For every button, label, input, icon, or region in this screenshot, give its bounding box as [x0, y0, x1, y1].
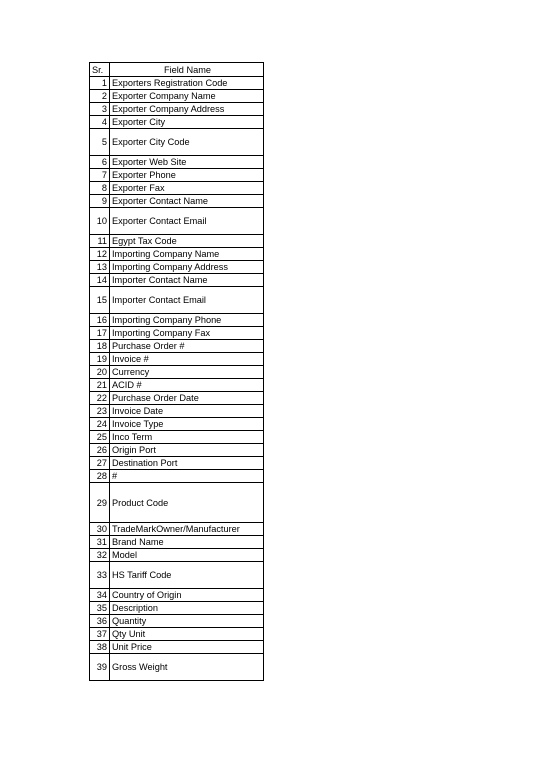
row-field-name: Exporters Registration Code	[110, 77, 264, 90]
row-serial-number: 16	[90, 314, 110, 327]
row-field-name: #	[110, 470, 264, 483]
header-sr: Sr.	[90, 63, 110, 77]
row-serial-number: 13	[90, 261, 110, 274]
row-field-name: Origin Port	[110, 444, 264, 457]
row-serial-number: 39	[90, 654, 110, 681]
table-row	[90, 116, 264, 129]
row-field-name: Gross Weight	[110, 654, 264, 681]
table-row	[90, 274, 264, 287]
table-row	[90, 169, 264, 182]
row-serial-number: 34	[90, 589, 110, 602]
row-field-name: Currency	[110, 366, 264, 379]
table-row	[90, 523, 264, 536]
row-serial-number: 2	[90, 90, 110, 103]
table-row	[90, 248, 264, 261]
row-serial-number: 15	[90, 287, 110, 314]
table-row	[90, 418, 264, 431]
row-serial-number: 35	[90, 602, 110, 615]
row-serial-number: 28	[90, 470, 110, 483]
table-row	[90, 261, 264, 274]
table-row	[90, 340, 264, 353]
table-row	[90, 431, 264, 444]
row-field-name: Exporter Web Site	[110, 156, 264, 169]
row-serial-number: 38	[90, 641, 110, 654]
row-field-name: Unit Price	[110, 641, 264, 654]
row-serial-number: 31	[90, 536, 110, 549]
row-field-name: Exporter Fax	[110, 182, 264, 195]
row-field-name: Exporter City	[110, 116, 264, 129]
row-serial-number: 1	[90, 77, 110, 90]
row-field-name: Description	[110, 602, 264, 615]
row-serial-number: 37	[90, 628, 110, 641]
row-field-name: Invoice #	[110, 353, 264, 366]
table-row	[90, 536, 264, 549]
row-field-name: ACID #	[110, 379, 264, 392]
field-table	[89, 62, 264, 681]
table-row	[90, 379, 264, 392]
table-row	[90, 327, 264, 340]
table-row	[90, 90, 264, 103]
table-row	[90, 77, 264, 90]
row-field-name: Invoice Type	[110, 418, 264, 431]
row-serial-number: 29	[90, 483, 110, 523]
row-field-name: Brand Name	[110, 536, 264, 549]
table-row	[90, 235, 264, 248]
row-serial-number: 18	[90, 340, 110, 353]
row-field-name: Exporter Contact Email	[110, 208, 264, 235]
row-field-name: Importing Company Fax	[110, 327, 264, 340]
row-field-name: Country of Origin	[110, 589, 264, 602]
table-row	[90, 483, 264, 523]
table-row	[90, 470, 264, 483]
row-field-name: Exporter Contact Name	[110, 195, 264, 208]
row-field-name: Invoice Date	[110, 405, 264, 418]
row-serial-number: 36	[90, 615, 110, 628]
row-field-name: Exporter Company Name	[110, 90, 264, 103]
table-row	[90, 103, 264, 116]
field-list-sheet	[89, 62, 263, 681]
row-field-name: Exporter Company Address	[110, 103, 264, 116]
row-field-name: Model	[110, 549, 264, 562]
row-field-name: Egypt Tax Code	[110, 235, 264, 248]
row-serial-number: 22	[90, 392, 110, 405]
row-serial-number: 6	[90, 156, 110, 169]
row-serial-number: 33	[90, 562, 110, 589]
table-row	[90, 208, 264, 235]
row-serial-number: 24	[90, 418, 110, 431]
row-field-name: Destination Port	[110, 457, 264, 470]
table-row	[90, 182, 264, 195]
row-serial-number: 11	[90, 235, 110, 248]
row-field-name: Inco Term	[110, 431, 264, 444]
row-serial-number: 14	[90, 274, 110, 287]
row-field-name: Purchase Order #	[110, 340, 264, 353]
row-serial-number: 19	[90, 353, 110, 366]
row-serial-number: 9	[90, 195, 110, 208]
table-row	[90, 129, 264, 156]
row-serial-number: 10	[90, 208, 110, 235]
table-header-row	[90, 63, 264, 77]
row-serial-number: 5	[90, 129, 110, 156]
table-body	[90, 77, 264, 681]
row-serial-number: 30	[90, 523, 110, 536]
table-row	[90, 366, 264, 379]
row-field-name: Exporter Phone	[110, 169, 264, 182]
row-field-name: TradeMarkOwner/Manufacturer	[110, 523, 264, 536]
row-serial-number: 21	[90, 379, 110, 392]
row-field-name: Importer Contact Email	[110, 287, 264, 314]
row-serial-number: 25	[90, 431, 110, 444]
table-row	[90, 405, 264, 418]
row-field-name: HS Tariff Code	[110, 562, 264, 589]
row-serial-number: 17	[90, 327, 110, 340]
row-field-name: Exporter City Code	[110, 129, 264, 156]
table-row	[90, 314, 264, 327]
table-row	[90, 615, 264, 628]
row-field-name: Quantity	[110, 615, 264, 628]
row-field-name: Importing Company Address	[110, 261, 264, 274]
row-serial-number: 20	[90, 366, 110, 379]
header-field-name: Field Name	[110, 63, 264, 77]
row-serial-number: 32	[90, 549, 110, 562]
row-serial-number: 27	[90, 457, 110, 470]
row-serial-number: 4	[90, 116, 110, 129]
table-row	[90, 444, 264, 457]
row-serial-number: 12	[90, 248, 110, 261]
row-serial-number: 8	[90, 182, 110, 195]
row-serial-number: 26	[90, 444, 110, 457]
row-serial-number: 23	[90, 405, 110, 418]
table-row	[90, 628, 264, 641]
row-serial-number: 7	[90, 169, 110, 182]
table-row	[90, 457, 264, 470]
row-field-name: Purchase Order Date	[110, 392, 264, 405]
table-row	[90, 549, 264, 562]
row-serial-number: 3	[90, 103, 110, 116]
row-field-name: Product Code	[110, 483, 264, 523]
row-field-name: Importing Company Phone	[110, 314, 264, 327]
table-row	[90, 589, 264, 602]
table-row	[90, 195, 264, 208]
table-row	[90, 654, 264, 681]
table-row	[90, 641, 264, 654]
table-row	[90, 353, 264, 366]
table-row	[90, 392, 264, 405]
row-field-name: Importing Company Name	[110, 248, 264, 261]
row-field-name: Importer Contact Name	[110, 274, 264, 287]
table-row	[90, 156, 264, 169]
table-row	[90, 287, 264, 314]
row-field-name: Qty Unit	[110, 628, 264, 641]
table-row	[90, 602, 264, 615]
table-row	[90, 562, 264, 589]
